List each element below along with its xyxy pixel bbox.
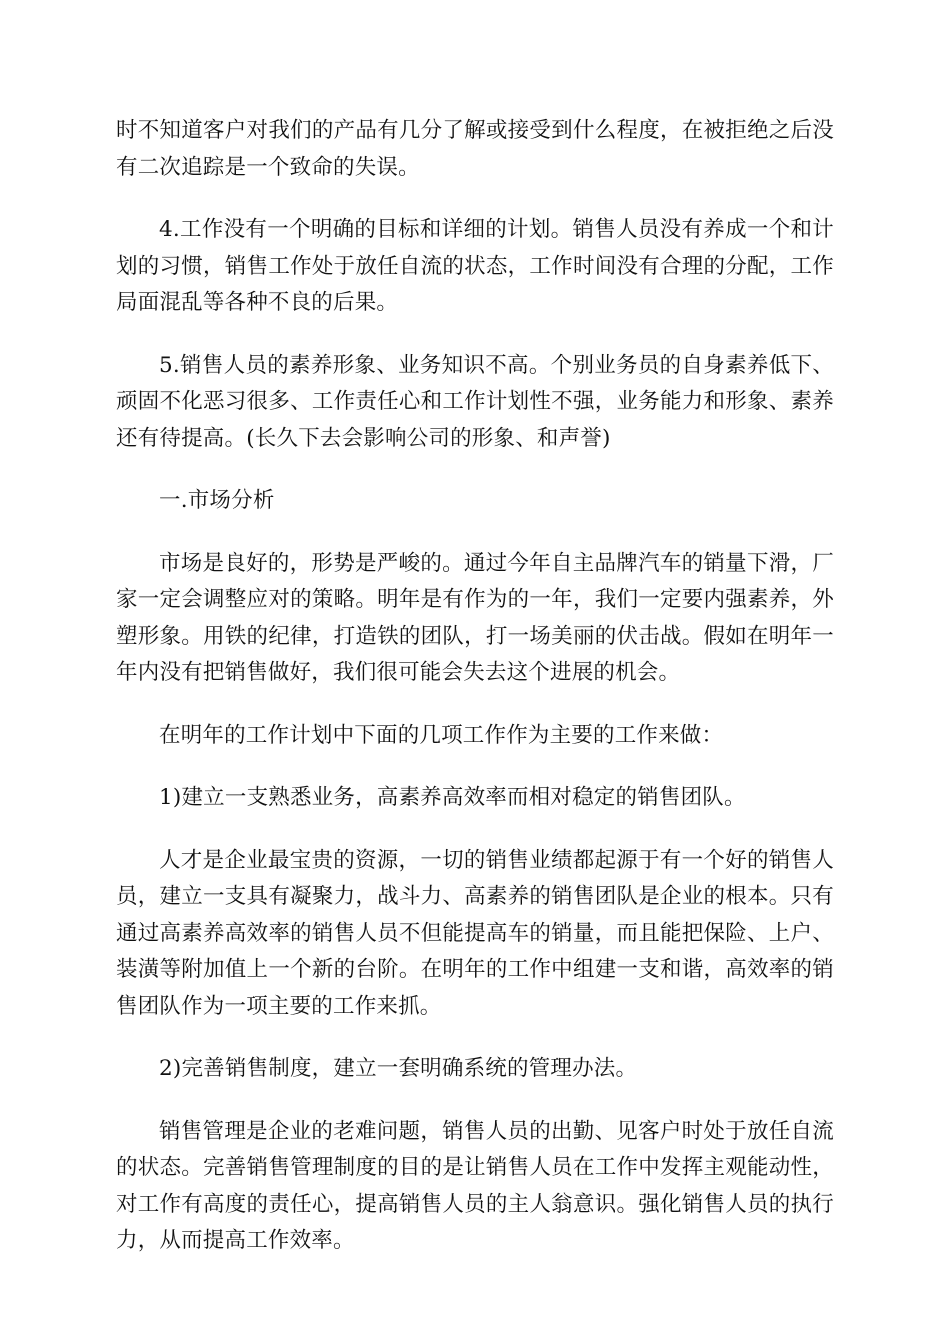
section-heading-market-analysis: 一.市场分析 [159, 488, 275, 513]
paragraph-plan-intro: 在明年的工作计划中下面的几项工作作为主要的工作来做： [159, 722, 724, 748]
document-body [116, 113, 834, 1286]
paragraph-continuation: 时不知道客户对我们的产品有几分了解或接受到什么程度，在被拒绝之后没有二次追踪是一个致命的失误。 [116, 118, 834, 180]
paragraph-market: 市场是良好的，形势是严峻的。通过今年自主品牌汽车的销量下滑，厂家一定会调整应对的策略。明年是有作为的一年，我们一定要内强素养，外塑形象。用铁的纪律，打造铁的团队，打一场美丽的伏击战。假如在明年一年内没有把销售做好，我们很可能会失去这个进展的机会。 [116, 550, 834, 685]
paragraph-item-5: 5.销售人员的素养形象、业务知识不高。个别业务员的自身素养低下、顽固不化恶习很多、工作责任心和工作计划性不强，业务能力和形象、素养还有待提高。(长久下去会影响公司的形象、和声誉) [116, 352, 834, 451]
paragraph-sales-management: 销售管理是企业的老难问题，销售人员的出勤、见客户时处于放任自流的状态。完善销售管理制度的目的是让销售人员在工作中发挥主观能动性，对工作有高度的责任心，提高销售人员的主人翁意识。强化销售人员的执行力，从而提高工作效率。 [116, 1118, 834, 1253]
paragraph-point-2: 2)完善销售制度，建立一套明确系统的管理办法。 [159, 1056, 638, 1081]
paragraph-item-4: 4.工作没有一个明确的目标和详细的计划。销售人员没有养成一个和计划的习惯，销售工作处于放任自流的状态，工作时间没有合理的分配，工作局面混乱等各种不良的后果。 [116, 217, 834, 315]
paragraph-talent: 人才是企业最宝贵的资源，一切的销售业绩都起源于有一个好的销售人员，建立一支具有凝聚力，战斗力、高素养的销售团队是企业的根本。只有通过高素养高效率的销售人员不但能提高车的销量，而且能把保险、上户、装潢等附加值上一个新的台阶。在明年的工作中组建一支和谐，高效率的销售团队作为一项主要的工作来抓。 [116, 847, 834, 1019]
paragraph-point-1: 1)建立一支熟悉业务，高素养高效率而相对稳定的销售团队。 [159, 785, 746, 810]
